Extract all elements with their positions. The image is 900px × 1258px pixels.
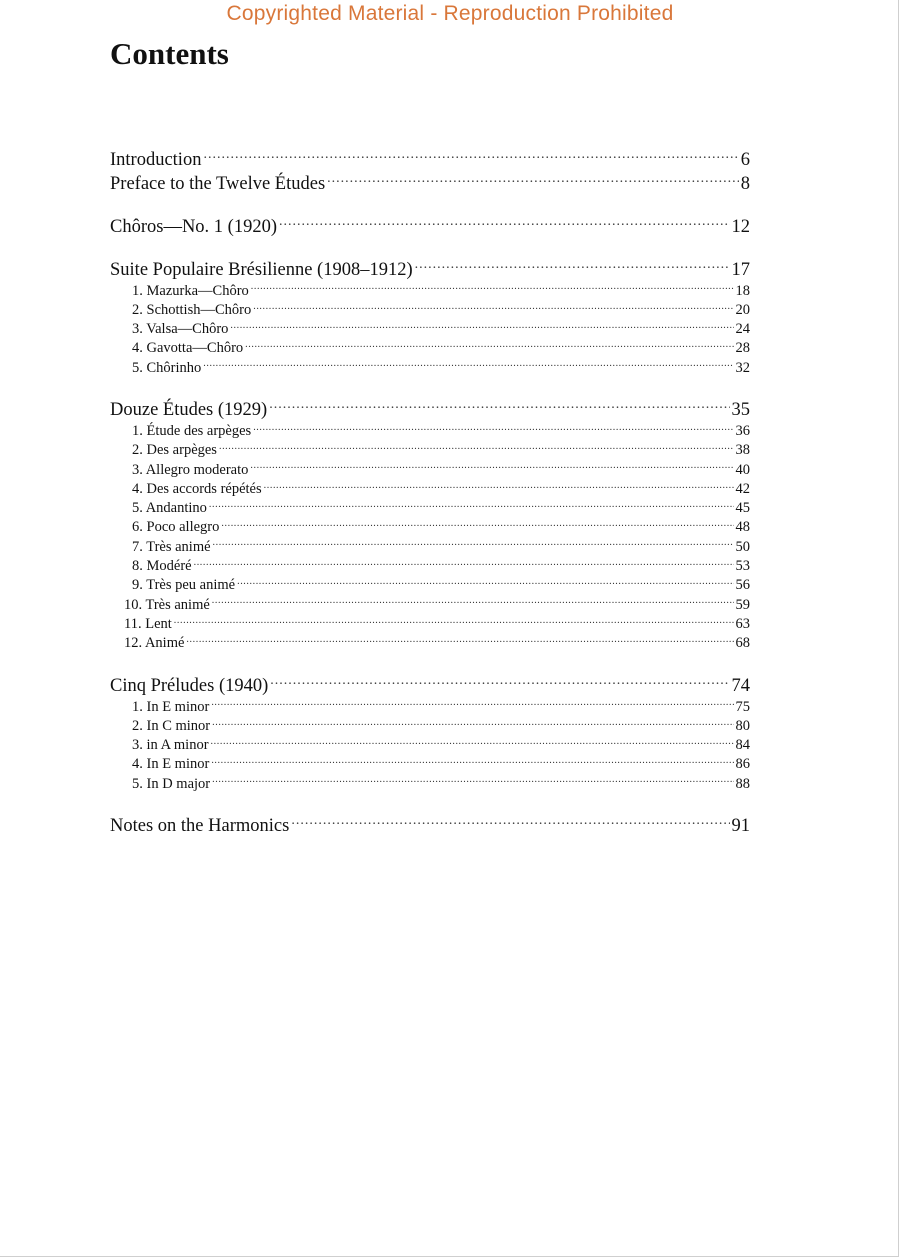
toc-subentry-page: 68 <box>735 635 750 652</box>
toc-subentry-label: 2. Des arpèges <box>132 442 217 459</box>
toc-subentry-page: 45 <box>735 500 750 517</box>
toc-subentry-label: 5. Chôrinho <box>132 359 202 376</box>
toc-subentry[interactable] <box>110 633 750 652</box>
toc-subentry[interactable] <box>110 536 750 555</box>
toc-subentry-label: 4. Gavotta—Chôro <box>132 340 244 357</box>
dot-leader <box>186 633 733 648</box>
toc-subentry-label: 7. Très animé <box>132 538 211 555</box>
toc-entry-harmonics[interactable] <box>110 813 750 837</box>
dot-leader <box>212 715 733 730</box>
toc-subentry-label: 4. Des accords répétés <box>132 480 262 497</box>
toc-subentry[interactable] <box>110 754 750 773</box>
dot-leader <box>212 773 733 788</box>
toc-subentry-page: 88 <box>735 775 750 792</box>
page-title: Contents <box>110 36 229 71</box>
dot-leader <box>415 256 730 275</box>
copyright-watermark: Copyrighted Material - Reproduction Prohibited <box>226 2 674 25</box>
toc-subentry[interactable] <box>110 773 750 792</box>
toc-entry-preludes[interactable] <box>110 672 750 696</box>
dot-leader <box>251 280 734 295</box>
toc-subentry-page: 32 <box>735 359 750 376</box>
toc-entry-label: Chôros—No. 1 (1920) <box>110 216 278 237</box>
toc-subentry-label: 9. Très peu animé <box>132 577 236 594</box>
dot-leader <box>327 170 739 189</box>
toc-entry-label: Preface to the Twelve Études <box>110 173 326 194</box>
toc-subentry[interactable] <box>110 594 750 613</box>
toc-entry-page: 17 <box>731 259 750 280</box>
toc-subentry-label: 5. In D major <box>132 775 211 792</box>
toc-subentry[interactable] <box>110 357 750 376</box>
toc-entry-choros[interactable] <box>110 213 750 237</box>
toc-section-suite <box>110 256 750 376</box>
toc-entry-etudes[interactable] <box>110 396 750 420</box>
toc-subentry-page: 63 <box>735 615 750 632</box>
toc-section-front <box>110 146 750 194</box>
dot-leader <box>253 299 733 314</box>
dot-leader <box>211 754 733 769</box>
toc-subentry[interactable] <box>110 420 750 439</box>
toc-subentry[interactable] <box>110 575 750 594</box>
toc-subentry[interactable] <box>110 735 750 754</box>
toc-subentry-page: 42 <box>735 480 750 497</box>
dot-leader <box>203 357 733 372</box>
toc-subentry-label: 6. Poco allegro <box>132 519 220 536</box>
dot-leader <box>253 420 733 435</box>
toc-section-etudes <box>110 396 750 652</box>
toc-subentry-page: 50 <box>735 538 750 555</box>
toc-subentry[interactable] <box>110 459 750 478</box>
toc-subentry-page: 48 <box>735 519 750 536</box>
toc-entry-suite[interactable] <box>110 256 750 280</box>
toc-entry-label: Cinq Préludes (1940) <box>110 675 269 696</box>
dot-leader <box>219 440 734 455</box>
toc-entry-introduction[interactable] <box>110 146 750 170</box>
toc-subentry[interactable] <box>110 715 750 734</box>
toc-entry-page: 35 <box>731 399 750 420</box>
dot-leader <box>237 575 733 590</box>
toc-subentry[interactable] <box>110 556 750 575</box>
toc-subentry[interactable] <box>110 498 750 517</box>
toc-subentry[interactable] <box>110 338 750 357</box>
toc-section-choros <box>110 213 750 237</box>
toc-section-harmonics <box>110 813 750 837</box>
toc-subentry[interactable] <box>110 319 750 338</box>
table-of-contents <box>110 146 750 837</box>
toc-entry-page: 91 <box>731 816 750 837</box>
toc-subentry-page: 86 <box>735 756 750 773</box>
dot-leader <box>245 338 733 353</box>
toc-subentry[interactable] <box>110 299 750 318</box>
toc-subentry-page: 36 <box>735 422 750 439</box>
toc-entry-page: 12 <box>731 216 750 237</box>
toc-entry-label: Introduction <box>110 149 202 170</box>
dot-leader <box>194 556 734 571</box>
toc-subentry[interactable] <box>110 440 750 459</box>
toc-subentry[interactable] <box>110 613 750 632</box>
toc-subentry-label: 11. Lent <box>124 615 172 632</box>
toc-entry-label: Notes on the Harmonics <box>110 816 290 837</box>
toc-subentry-label: 1. Mazurka—Chôro <box>132 282 249 299</box>
dot-leader <box>264 478 734 493</box>
toc-entry-page: 8 <box>740 173 750 194</box>
toc-subentry[interactable] <box>110 478 750 497</box>
dot-leader <box>211 696 733 711</box>
dot-leader <box>279 213 729 232</box>
toc-subentry-page: 84 <box>735 737 750 754</box>
toc-subentry-page: 24 <box>735 321 750 338</box>
toc-subentry-page: 53 <box>735 558 750 575</box>
toc-entry-label: Douze Études (1929) <box>110 399 268 420</box>
dot-leader <box>213 536 734 551</box>
toc-subentry-page: 38 <box>735 442 750 459</box>
dot-leader <box>270 672 729 691</box>
toc-subentry-label: 10. Très animé <box>124 596 210 613</box>
dot-leader <box>291 813 729 832</box>
toc-subentry[interactable] <box>110 696 750 715</box>
toc-subentry-page: 59 <box>735 596 750 613</box>
toc-subentry-page: 80 <box>735 717 750 734</box>
dot-leader <box>230 319 733 334</box>
toc-entry-page: 6 <box>740 149 750 170</box>
toc-subentry[interactable] <box>110 517 750 536</box>
dot-leader <box>211 735 734 750</box>
dot-leader <box>269 396 729 415</box>
toc-entry-page: 74 <box>731 675 750 696</box>
toc-subentry-page: 75 <box>735 698 750 715</box>
toc-subentry-page: 18 <box>735 282 750 299</box>
toc-subentry-label: 3. in A minor <box>132 737 209 754</box>
toc-subentry-label: 2. Schottish—Chôro <box>132 301 252 318</box>
toc-subentry-label: 8. Modéré <box>132 558 192 575</box>
toc-section-preludes <box>110 672 750 792</box>
toc-subentry-label: 3. Allegro moderato <box>132 461 249 478</box>
toc-subentry-label: 3. Valsa—Chôro <box>132 321 229 338</box>
toc-subentry-label: 4. In E minor <box>132 756 210 773</box>
dot-leader <box>250 459 733 474</box>
toc-subentry-label: 12. Animé <box>124 635 185 652</box>
toc-subentry-page: 20 <box>735 301 750 318</box>
dot-leader <box>221 517 733 532</box>
dot-leader <box>174 613 734 628</box>
toc-subentry-page: 28 <box>735 340 750 357</box>
toc-subentry-label: 1. Étude des arpèges <box>132 422 252 439</box>
toc-entry-label: Suite Populaire Brésilienne (1908–1912) <box>110 259 413 280</box>
toc-entry-preface[interactable] <box>110 170 750 194</box>
toc-subentry-label: 5. Andantino <box>132 500 207 517</box>
toc-subentry-label: 1. In E minor <box>132 698 210 715</box>
toc-subentry[interactable] <box>110 280 750 299</box>
dot-leader <box>209 498 734 513</box>
toc-subentry-label: 2. In C minor <box>132 717 211 734</box>
dot-leader <box>212 594 734 609</box>
dot-leader <box>203 146 738 165</box>
toc-subentry-page: 40 <box>735 461 750 478</box>
toc-subentry-page: 56 <box>735 577 750 594</box>
